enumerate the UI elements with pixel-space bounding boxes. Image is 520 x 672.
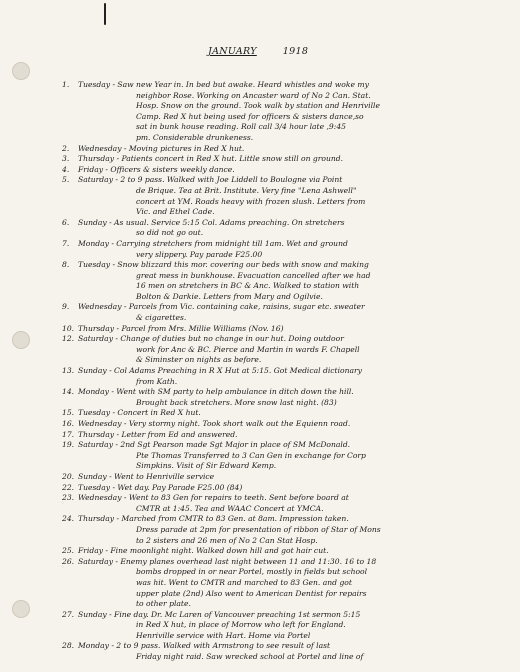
diary-entry	[62, 610, 482, 642]
entry-text	[78, 440, 482, 472]
entry-date-number: 5.	[62, 175, 70, 185]
entry-line: in Red X hut, in place of Morrow who left for England.	[136, 620, 346, 630]
entry-line: Pte Thomas Transferred to 3 Can Gen in exchange for Corp	[136, 450, 366, 460]
pen-mark	[104, 3, 106, 25]
entry-line: upper plate (2nd) Also went to American Dentist for repairs	[136, 588, 367, 598]
entry-text	[78, 165, 482, 176]
diary-entry	[62, 483, 482, 494]
diary-entry	[62, 546, 482, 557]
diary-entry	[62, 408, 482, 419]
entry-date-number: 10.	[62, 323, 75, 333]
entry-line: from Kath.	[136, 376, 178, 386]
entry-text	[78, 430, 482, 441]
entry-line: Sunday - As usual. Service 5:15 Col. Adams preaching. On stretchers	[78, 217, 345, 227]
entry-date-number: 9.	[62, 302, 70, 312]
entry-text	[78, 218, 482, 239]
entry-date-number: 17.	[62, 429, 75, 439]
diary-entry	[62, 218, 482, 239]
entry-line: & Siminster on nights as before.	[136, 355, 262, 365]
entry-line: Vic. and Ethel Cade.	[136, 207, 215, 217]
entry-text	[78, 366, 482, 387]
entry-line: to 2 sisters and 26 men of No 2 Can Stat Hosp.	[136, 535, 318, 545]
entry-text	[78, 387, 482, 408]
entry-text	[78, 408, 482, 419]
entry-text	[78, 334, 482, 366]
entry-line: Monday - Carrying stretchers from midnight till 1am. Wet and ground	[78, 238, 348, 248]
diary-entry	[62, 334, 482, 366]
entry-line: Wednesday - Very stormy night. Took short walk out the Equienn road.	[78, 419, 351, 428]
entry-line: Saturday - 2 to 9 pass. Walked with Joe Liddell to Boulogne via Point	[78, 175, 343, 185]
diary-entry	[62, 80, 482, 144]
diary-entry	[62, 430, 482, 441]
entry-date-number: 26.	[62, 556, 75, 566]
entry-line: neighbor Rose. Working on Ancaster ward of No 2 Can. Stat.	[136, 90, 371, 100]
entry-line: very slippery. Pay parade F25.00	[136, 249, 263, 259]
entry-text	[78, 610, 482, 642]
entry-text	[78, 302, 482, 323]
entry-line: Tuesday - Saw new Year in. In bed but awake. Heard whistles and woke my	[78, 80, 369, 89]
entry-date-number: 28.	[62, 641, 75, 651]
diary-entry	[62, 387, 482, 408]
entry-date-number: 16.	[62, 419, 75, 428]
entry-text	[78, 324, 482, 335]
entry-line: Tuesday - Wet day. Pay Parade F25.00 (84)	[78, 482, 243, 492]
diary-entry	[62, 641, 482, 662]
entry-line: work for Anc & BC. Pierce and Martin in wards F. Chapell	[136, 344, 360, 354]
entry-text	[78, 472, 482, 483]
binder-hole	[12, 62, 30, 80]
diary-entry	[62, 239, 482, 260]
entry-date-number: 6.	[62, 217, 70, 227]
entry-line: Saturday - 2nd Sgt Pearson made Sgt Major in place of SM McDonald.	[78, 440, 351, 450]
entry-line: sat in bunk house reading. Roll call 3/4 hour late ,9:45	[136, 122, 346, 132]
entry-line: Monday - Went with SM party to help ambulance in ditch down the hill.	[78, 387, 354, 397]
entry-line: Thursday - Patients concert in Red X hut. Little snow still on ground.	[78, 154, 344, 164]
entry-date-number: 27.	[62, 609, 75, 619]
entry-text	[78, 239, 482, 260]
entry-text	[78, 419, 482, 430]
entry-line: concert at YM. Roads heavy with frozen slush. Letters from	[136, 196, 366, 206]
entry-line: Dress parade at 2pm for presentation of ribbon of Star of Mons	[136, 524, 381, 534]
entry-date-number: 23.	[62, 493, 75, 503]
entry-line: Saturday - Enemy planes overhead last night between 11 and 11:30. 16 to 18	[78, 556, 377, 566]
diary-entry	[62, 493, 482, 514]
binder-hole	[12, 331, 30, 349]
diary-entry	[62, 514, 482, 546]
heading-year: 1918	[282, 46, 309, 57]
entry-date-number: 20.	[62, 471, 75, 481]
entry-text	[78, 175, 482, 217]
entry-line: Simpkins. Visit of Sir Edward Kemp.	[136, 461, 277, 471]
entry-line: Tuesday - Snow blizzard this mor. covering our beds with snow and making	[78, 260, 369, 270]
entry-line: Friday - Fine moonlight night. Walked down hill and got hair cut.	[78, 546, 329, 556]
entry-line: Sunday - Fine day. Dr. Mc Laren of Vancouver preaching 1st sermon 5:15	[78, 609, 361, 619]
entry-text	[78, 493, 482, 514]
entry-line: was hit. Went to CMTR and marched to 83 Gen. and got	[136, 577, 352, 587]
entry-text	[78, 144, 482, 155]
entry-date-number: 3.	[62, 154, 70, 164]
diary-entry	[62, 440, 482, 472]
entry-line: Henriville service with Hart. Home via Portel	[136, 630, 311, 640]
diary-entry	[62, 472, 482, 483]
entry-line: CMTR at 1:45. Tea and WAAC Concert at YMCA.	[136, 503, 324, 513]
entry-date-number: 2.	[62, 143, 70, 153]
diary-entry	[62, 324, 482, 335]
entry-line: Sunday - Col Adams Preaching in R X Hut at 5:15. Got Medical dictionary	[78, 366, 362, 376]
entry-line: Hosp. Snow on the ground. Took walk by station and Henriville	[136, 101, 380, 111]
diary-entry	[62, 302, 482, 323]
entry-line: Bolton & Darkie. Letters from Mary and Ogilvie.	[136, 291, 323, 301]
entry-line: 16 men on stretchers in BC & Anc. Walked to station with	[136, 281, 360, 291]
page-heading	[208, 46, 308, 57]
entry-line: to other plate.	[136, 599, 191, 609]
entry-date-number: 8.	[62, 260, 70, 270]
entry-line: Saturday - Change of duties but no change in our hut. Doing outdoor	[78, 334, 344, 344]
entry-line: & cigarettes.	[136, 313, 187, 323]
diary-entry	[62, 154, 482, 165]
entry-line: so did not go out.	[136, 228, 204, 238]
entry-date-number: 19.	[62, 440, 75, 450]
entry-line: Wednesday - Moving pictures in Red X hut.	[78, 143, 245, 153]
entry-line: Wednesday - Went to 83 Gen for repairs to teeth. Sent before board at	[78, 493, 349, 503]
entry-text	[78, 80, 482, 144]
entry-line: pm. Considerable drunkeness.	[136, 132, 254, 142]
diary-entry	[62, 260, 482, 302]
entry-date-number: 4.	[62, 164, 70, 174]
entry-date-number: 24.	[62, 514, 75, 524]
entry-text	[78, 154, 482, 165]
diary-entry	[62, 419, 482, 430]
entry-text	[78, 641, 482, 662]
entry-line: Friday night raid. Saw wrecked school at Portel and line of	[136, 652, 364, 662]
entry-line: Camp. Red X hut being used for officers & sisters dance,so	[136, 111, 364, 121]
entry-date-number: 7.	[62, 238, 70, 248]
entry-text	[78, 546, 482, 557]
entry-line: Thursday - Marched from CMTR to 83 Gen. at 8am. Impression taken.	[78, 514, 349, 524]
entry-date-number: 22.	[62, 482, 75, 492]
entry-line: Thursday - Letter from Ed and answered.	[78, 429, 238, 439]
entry-date-number: 1.	[62, 80, 70, 89]
heading-month: JANUARY	[208, 46, 257, 57]
entry-date-number: 12.	[62, 334, 75, 344]
entry-line: de Brique. Tea at Brit. Institute. Very fine "Lena Ashwell"	[136, 185, 357, 195]
entry-date-number: 13.	[62, 366, 75, 376]
entry-line: Thursday - Parcel from Mrs. Millie Williams (Nov. 16)	[78, 323, 284, 333]
entry-line: great mess in bunkhouse. Evacuation cancelled after we had	[136, 270, 371, 280]
diary-entry	[62, 557, 482, 610]
entry-text	[78, 514, 482, 546]
binder-hole	[12, 600, 30, 618]
diary-entry	[62, 175, 482, 217]
entry-date-number: 25.	[62, 546, 75, 556]
entry-text	[78, 260, 482, 302]
entry-date-number: 15.	[62, 408, 75, 418]
entry-text	[78, 557, 482, 610]
entry-line: Monday - 2 to 9 pass. Walked with Armstrong to see result of last	[78, 641, 331, 651]
entry-text	[78, 483, 482, 494]
diary-entry	[62, 366, 482, 387]
diary-entry	[62, 165, 482, 176]
entry-line: bombs dropped in or near Portel, mostly in fields but school	[136, 567, 368, 577]
entry-date-number: 14.	[62, 387, 75, 397]
entry-line: Sunday - Went to Henriville service	[78, 471, 215, 481]
diary-entries	[62, 80, 482, 663]
entry-line: Tuesday - Concert in Red X hut.	[78, 408, 201, 418]
entry-line: Friday - Officers & sisters weekly dance.	[78, 164, 235, 174]
entry-line: Brought back stretchers. More snow last night. (83)	[136, 397, 337, 407]
entry-line: Wednesday - Parcels from Vic. containing cake, raisins, sugar etc. sweater	[78, 302, 365, 312]
diary-entry	[62, 144, 482, 155]
